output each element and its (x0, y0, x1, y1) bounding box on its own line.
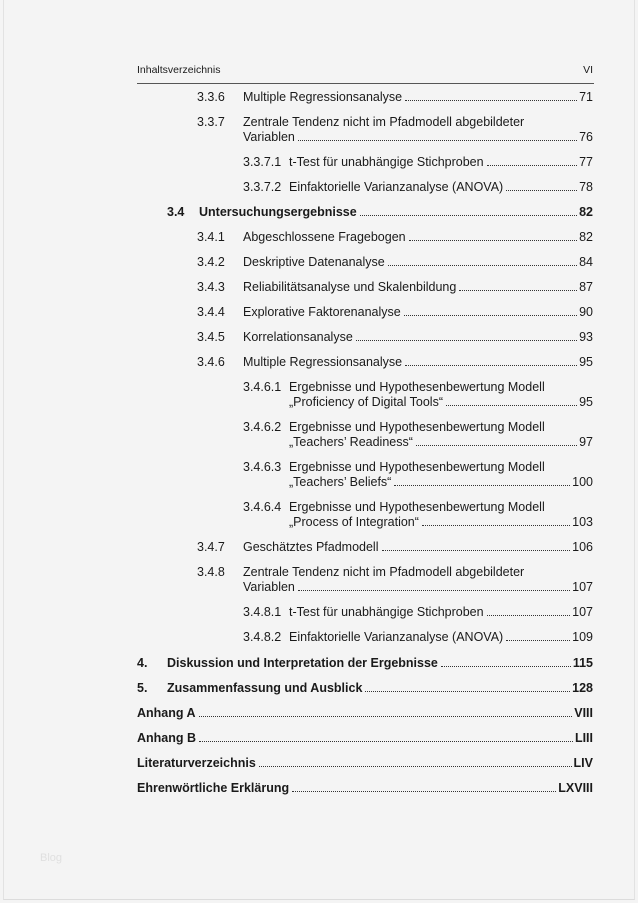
dot-leader (298, 140, 577, 141)
toc-line (197, 565, 593, 580)
toc-entry-title: Explorative Faktorenanalyse (243, 305, 401, 319)
toc-line (243, 180, 593, 195)
toc-entry[interactable] (0, 180, 638, 205)
toc-entry[interactable] (0, 420, 638, 460)
toc-entry[interactable] (0, 155, 638, 180)
toc-entry-title-continued: „Teachers’ Readiness“ (289, 435, 413, 449)
toc-line (197, 255, 593, 270)
dot-leader (394, 485, 570, 486)
toc-entry-title: Ergebnisse und Hypothesenbewertung Modell (289, 460, 545, 474)
dot-leader (360, 215, 577, 216)
toc-entry[interactable] (0, 230, 638, 255)
dot-leader (199, 716, 573, 717)
toc-entry-page: 106 (572, 540, 593, 554)
toc-entry-page: LIII (574, 731, 593, 745)
dot-leader (416, 445, 577, 446)
dot-leader (292, 791, 556, 792)
dot-leader (409, 240, 577, 241)
toc-line (289, 515, 593, 530)
toc-entry-number: 3.4.4 (197, 305, 225, 319)
toc-entry-page: 103 (572, 515, 593, 529)
toc-line (243, 500, 593, 515)
toc-entry-title: Literaturverzeichnis (137, 756, 256, 770)
toc-entry-title: Ergebnisse und Hypothesenbewertung Modell (289, 420, 545, 434)
dot-leader (487, 165, 578, 166)
toc-entry-number: 3.3.6 (197, 90, 225, 104)
toc-entry-number: 3.4.6.1 (243, 380, 282, 394)
toc-entry[interactable] (0, 605, 638, 630)
toc-line (197, 230, 593, 245)
toc-entry[interactable] (0, 731, 638, 756)
toc-entry[interactable] (0, 500, 638, 540)
toc-entry-title: Anhang A (137, 706, 196, 720)
toc-entry-title: Zentrale Tendenz nicht im Pfadmodell abgebildeter (243, 115, 525, 129)
toc-line (243, 630, 593, 645)
dot-leader (441, 666, 571, 667)
toc-line (137, 706, 593, 721)
toc-line (197, 115, 593, 130)
toc-entry-number: 3.4.2 (197, 255, 225, 269)
toc-line (197, 280, 593, 295)
toc-entry-number: 3.3.7.2 (243, 180, 282, 194)
dot-leader (405, 100, 577, 101)
toc-entry-number: 3.4.5 (197, 330, 225, 344)
toc-line (197, 540, 593, 555)
toc-line (289, 395, 593, 410)
toc-entry-page: 87 (579, 280, 593, 294)
toc-entry-title: Ergebnisse und Hypothesenbewertung Modell (289, 500, 545, 514)
toc-entry-number: 3.4.6.4 (243, 500, 282, 514)
toc-entry[interactable] (0, 630, 638, 655)
dot-leader (459, 290, 577, 291)
toc-entry-page: 82 (579, 230, 593, 244)
toc-entry-page: 107 (572, 605, 593, 619)
toc-entry[interactable] (0, 681, 638, 706)
toc-line (243, 155, 593, 170)
dot-leader (506, 190, 577, 191)
toc-entry[interactable] (0, 460, 638, 500)
toc-entry[interactable] (0, 706, 638, 731)
toc-entry[interactable] (0, 540, 638, 565)
toc-entry-page: 77 (579, 155, 593, 169)
toc-entry-title: Korrelationsanalyse (243, 330, 353, 344)
toc-line (197, 305, 593, 320)
toc-entry[interactable] (0, 565, 638, 605)
toc-entry-title: Multiple Regressionsanalyse (243, 90, 403, 104)
toc-entry-page: 115 (572, 656, 593, 670)
toc-entry-number: 4. (137, 656, 148, 670)
toc-entry-title: Untersuchungsergebnisse (199, 205, 357, 219)
toc-entry-title: Deskriptive Datenanalyse (243, 255, 385, 269)
toc-entry-title: Anhang B (137, 731, 197, 745)
toc-entry-number: 3.4.6.2 (243, 420, 282, 434)
toc-entry-page: 95 (579, 355, 593, 369)
toc-entry-page: 93 (579, 330, 593, 344)
toc-entry-title: Zusammenfassung und Ausblick (167, 681, 363, 695)
dot-leader (365, 691, 570, 692)
dot-leader (199, 741, 573, 742)
toc-line (137, 656, 593, 671)
toc-entry-title: Einfaktorielle Varianzanalyse (ANOVA) (289, 630, 504, 644)
toc-entry-title: Reliabilitätsanalyse und Skalenbildung (243, 280, 457, 294)
toc-line (243, 460, 593, 475)
toc-entry-page: 97 (579, 435, 593, 449)
toc-entry-title-continued: Variablen (243, 580, 295, 594)
toc-entry-title: t-Test für unabhängige Stichproben (289, 605, 484, 619)
toc-entry-number: 3.3.7.1 (243, 155, 282, 169)
toc-entry-number: 3.3.7 (197, 115, 225, 129)
toc-entry-number: 3.4.8 (197, 565, 225, 579)
toc-entry-page: VIII (574, 706, 593, 720)
toc-entry-page: 78 (579, 180, 593, 194)
toc-entry[interactable] (0, 205, 638, 230)
toc-line (243, 605, 593, 620)
toc-entry[interactable] (0, 90, 638, 115)
toc-entry[interactable] (0, 355, 638, 380)
toc-entry[interactable] (0, 255, 638, 280)
toc-entry-number: 3.4.3 (197, 280, 225, 294)
toc-line (137, 681, 593, 696)
toc-line (243, 130, 593, 145)
toc-entry-title-continued: Variablen (243, 130, 295, 144)
toc-entry[interactable] (0, 115, 638, 155)
toc-entry-page: LXVIII (558, 781, 593, 795)
toc-entry-number: 3.4.1 (197, 230, 225, 244)
dot-leader (422, 525, 570, 526)
header-rule (137, 83, 594, 84)
toc-entry-page: 109 (572, 630, 593, 644)
toc-entry-number: 3.4.6.3 (243, 460, 282, 474)
toc-entry-number: 3.4 (167, 205, 185, 219)
toc-entry-title: Geschätztes Pfadmodell (243, 540, 379, 554)
toc-entry[interactable] (0, 781, 638, 806)
toc-entry-title: Multiple Regressionsanalyse (243, 355, 403, 369)
dot-leader (506, 640, 570, 641)
toc-entry-title-continued: „Process of Integration“ (289, 515, 419, 529)
watermark: Blog (40, 852, 63, 864)
toc-line (197, 90, 593, 105)
toc-entry-number: 3.4.8.2 (243, 630, 282, 644)
toc-line (197, 330, 593, 345)
toc-entry-title: Einfaktorielle Varianzanalyse (ANOVA) (289, 180, 504, 194)
running-header (137, 64, 593, 76)
dot-leader (487, 615, 571, 616)
toc-entry-title: Zentrale Tendenz nicht im Pfadmodell abgebildeter (243, 565, 525, 579)
dot-leader (446, 405, 577, 406)
toc-entry-title: Ehrenwörtliche Erklärung (137, 781, 290, 795)
toc-entry-number: 3.4.7 (197, 540, 225, 554)
toc-entry-page: 84 (579, 255, 593, 269)
toc-entry[interactable] (0, 380, 638, 420)
toc-line (167, 205, 593, 220)
toc-entry-number: 3.4.6 (197, 355, 225, 369)
table-of-contents (0, 90, 638, 806)
toc-entry-page: 76 (579, 130, 593, 144)
toc-entry[interactable] (0, 756, 638, 781)
toc-line (243, 580, 593, 595)
toc-entry-page: LIV (573, 756, 593, 770)
toc-line (243, 420, 593, 435)
toc-line (289, 435, 593, 450)
toc-line (289, 475, 593, 490)
toc-line (137, 731, 593, 746)
toc-entry-title: t-Test für unabhängige Stichproben (289, 155, 484, 169)
toc-entry-page: 95 (579, 395, 593, 409)
dot-leader (404, 315, 577, 316)
toc-line (137, 756, 593, 771)
dot-leader (259, 766, 572, 767)
toc-entry[interactable] (0, 656, 638, 681)
dot-leader (356, 340, 577, 341)
toc-entry-page: 100 (572, 475, 593, 489)
toc-entry-number: 5. (137, 681, 148, 695)
dot-leader (405, 365, 577, 366)
toc-entry-page: 90 (579, 305, 593, 319)
header-title: Inhaltsverzeichnis (137, 64, 221, 76)
dot-leader (388, 265, 577, 266)
dot-leader (382, 550, 571, 551)
dot-leader (298, 590, 570, 591)
toc-entry-number: 3.4.8.1 (243, 605, 282, 619)
toc-entry-title: Diskussion und Interpretation der Ergebnisse (167, 656, 438, 670)
toc-entry[interactable] (0, 330, 638, 355)
toc-entry-title: Ergebnisse und Hypothesenbewertung Modell (289, 380, 545, 394)
toc-entry-page: 82 (579, 205, 593, 219)
toc-line (197, 355, 593, 370)
toc-entry-page: 71 (579, 90, 593, 104)
toc-entry-page: 107 (572, 580, 593, 594)
toc-entry-title-continued: „Proficiency of Digital Tools“ (289, 395, 443, 409)
header-page-number: VI (583, 64, 593, 76)
toc-entry-title: Abgeschlossene Fragebogen (243, 230, 406, 244)
toc-entry-title-continued: „Teachers’ Beliefs“ (289, 475, 392, 489)
toc-line (137, 781, 593, 796)
toc-entry[interactable] (0, 305, 638, 330)
toc-entry-page: 128 (572, 681, 593, 695)
toc-line (243, 380, 593, 395)
toc-entry[interactable] (0, 280, 638, 305)
